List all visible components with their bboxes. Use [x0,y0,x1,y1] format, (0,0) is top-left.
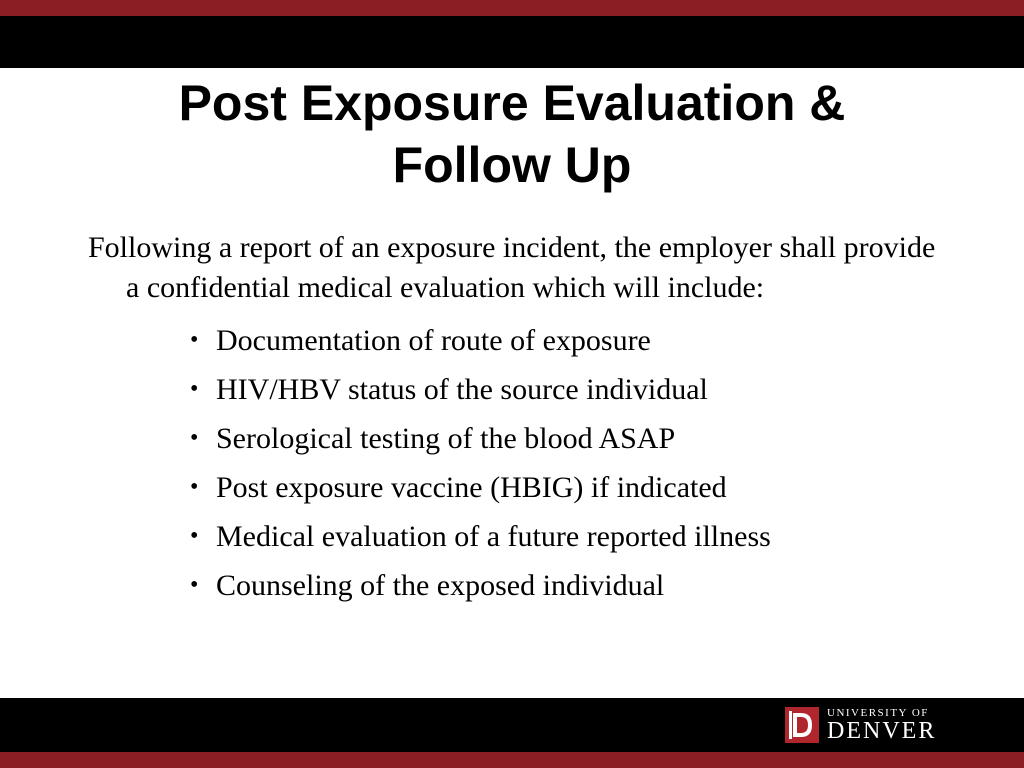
intro-paragraph: Following a report of an exposure incident, the employer shall provide a confidential medical evaluation which will include: [88,231,936,304]
list-item [188,512,948,561]
bottom-red-band [0,752,1024,768]
logo-line-1: UNIVERSITY OF [827,707,929,719]
list-item-text: Post exposure vaccine (HBIG) if indicated [216,471,727,504]
list-item-text: Serological testing of the blood ASAP [216,422,676,455]
logo-line-2: DENVER [827,718,937,744]
slide-title-line-1: Post Exposure Evaluation & [178,75,846,131]
bullet-dot-icon: • [190,572,199,598]
list-item-text: Medical evaluation of a future reported illness [216,520,771,553]
top-black-band [0,16,1024,68]
university-of-denver-logo-icon [785,707,819,743]
list-item-text: Counseling of the exposed individual [216,569,665,602]
list-item [188,316,948,365]
bullet-list [88,316,948,610]
bullet-dot-icon: • [190,327,199,353]
slide-title [60,72,964,196]
bullet-dot-icon: • [190,523,199,549]
slide-body [88,228,948,610]
list-item [188,561,948,610]
list-item [188,414,948,463]
list-item-text: Documentation of route of exposure [216,324,651,357]
bullet-dot-icon: • [190,474,199,500]
bullet-dot-icon: • [190,376,199,402]
top-red-band [0,0,1024,16]
slide-title-line-2: Follow Up [392,137,632,193]
list-item [188,365,948,414]
bullet-dot-icon: • [190,425,199,451]
logo-wordmark [827,707,936,743]
list-item-text: HIV/HBV status of the source individual [216,373,708,406]
list-item [188,463,948,512]
university-logo [785,706,936,744]
